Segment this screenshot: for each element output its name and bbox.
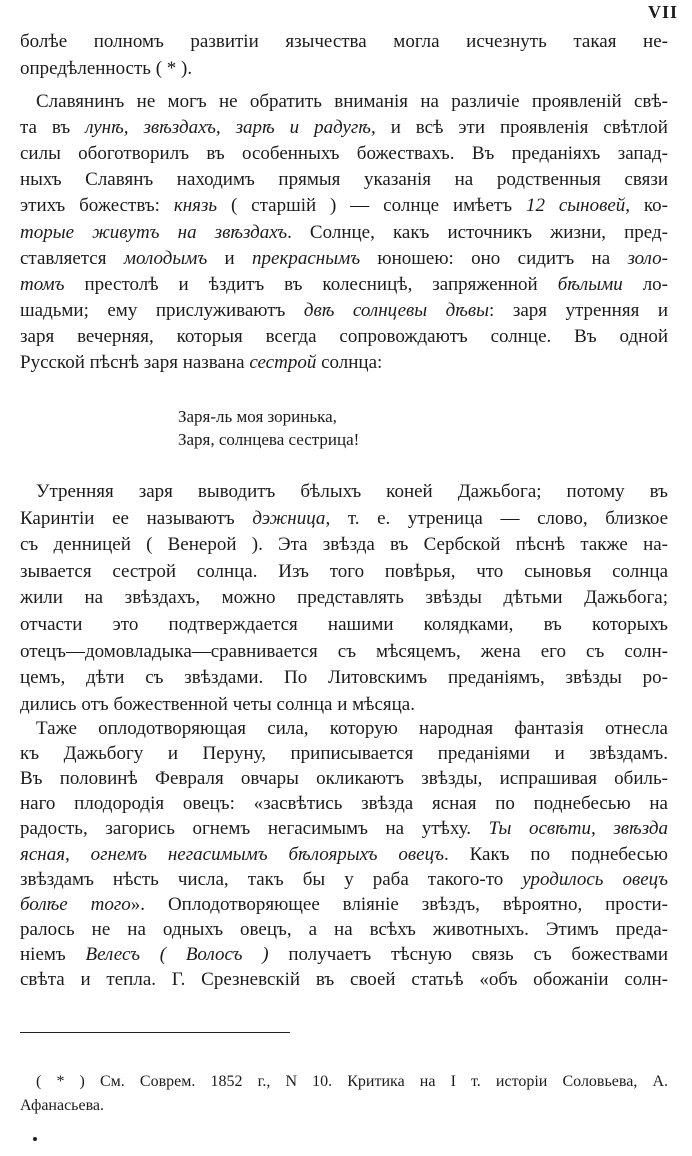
italic-text: золо- — [627, 248, 668, 269]
text-segment: престолѣ и ѣздитъ въ колесницѣ, запряженной — [64, 274, 558, 295]
italic-text: болѣе того — [20, 894, 131, 915]
text-line — [20, 942, 668, 968]
text-segment: Въ половинѣ Февраля овчары окликаютъ звѣзды, испрашивая обиль- — [20, 768, 668, 789]
printed-dot — [33, 1137, 37, 1141]
text-segment: этихъ божествъ: — [20, 195, 174, 216]
text-line — [20, 612, 668, 638]
italic-text: Ты освѣти, звѣзда — [488, 818, 668, 839]
text-segment: болѣе полномъ развитіи язычества могла исчезнуть такая не- — [20, 31, 668, 52]
text-line — [20, 246, 668, 272]
text-line — [36, 479, 668, 505]
text-segment: солнца: — [316, 352, 383, 373]
text-line — [20, 692, 668, 718]
italic-text: молодымъ — [123, 248, 208, 269]
text-segment: получаетъ тѣсную связь съ божествами — [268, 944, 668, 965]
text-line — [20, 532, 668, 558]
text-line — [20, 917, 668, 943]
text-line — [20, 741, 668, 767]
text-line — [20, 272, 668, 298]
italic-text: 12 сыновей — [525, 195, 626, 216]
text-segment: шадьми; ему прислуживаютъ — [20, 300, 304, 321]
text-segment: наго плодородія овецъ: «засвѣтись звѣзда ясная по поднебесью на — [20, 793, 668, 814]
text-line — [20, 506, 668, 532]
text-segment: Таже оплодотворяющая сила, которую народная фантазія отнесла — [36, 718, 668, 739]
text-line — [20, 193, 668, 219]
text-segment: та въ — [20, 117, 86, 138]
italic-text: ясная, огнемъ негасимымъ бѣлоярыхъ овецъ — [20, 844, 444, 865]
text-line — [20, 220, 668, 246]
text-line — [20, 867, 668, 893]
italic-text: двѣ солнцевы дѣвы — [303, 300, 490, 321]
text-segment: ставляется — [20, 248, 124, 269]
text-segment: ло- — [622, 274, 668, 295]
italic-text: уродилось овецъ — [522, 869, 668, 890]
text-segment: цемъ, дѣти съ звѣздами. По Литовскимъ преданіямъ, звѣзды ро- — [20, 667, 668, 688]
poem-line: Заря-ль моя зоринька, — [178, 407, 337, 426]
text-segment: юношею: оно сидитъ на — [360, 248, 628, 269]
text-line — [36, 89, 668, 115]
text-segment: радость, загорись огнемъ негасимымъ на утѣху. — [20, 818, 489, 839]
italic-text: торые живутъ на звѣздахъ — [20, 222, 288, 243]
footnote-divider — [20, 1032, 290, 1033]
text-segment: зывается сестрой солнца. Изъ того повѣрья, что сыновья солнца — [20, 561, 668, 582]
text-line — [20, 766, 668, 792]
text-line — [20, 842, 668, 868]
text-segment: . Какъ по поднебесью — [443, 844, 668, 865]
text-line — [20, 56, 668, 82]
text-segment: звѣздамъ нѣсть числа, такъ бы у раба такого-то — [20, 869, 523, 890]
text-segment: опредѣленность ( * ). — [20, 58, 193, 79]
poem-line: Заря, солнцева сестрица! — [178, 430, 360, 449]
text-segment: , т. е. утреница — слово, близкое — [325, 508, 668, 529]
text-segment: ралось не на одныхъ овецъ, а на всѣхъ животныхъ. Этимъ преда- — [20, 919, 668, 940]
text-line — [20, 639, 668, 665]
text-segment: заря вечерняя, которыя всегда сопровождаютъ солнце. Въ одной — [20, 326, 668, 347]
text-segment: жили на звѣздахъ, можно представлять звѣзды дѣтьми Дажьбога; — [20, 587, 668, 608]
text-line — [20, 791, 668, 817]
italic-text: сестрой — [249, 352, 317, 373]
text-line — [20, 167, 668, 193]
text-segment: силы обоготворилъ въ особенныхъ божествахъ. Въ преданіяхъ запад- — [20, 143, 668, 164]
text-line — [20, 585, 668, 611]
text-segment: Утренняя заря выводитъ бѣлыхъ коней Дажьбога; потому въ — [36, 481, 668, 502]
italic-text: прекраснымъ — [252, 248, 361, 269]
text-line — [36, 716, 668, 742]
text-segment: : заря утренняя и — [489, 300, 668, 321]
text-segment: и — [207, 248, 253, 269]
text-line — [20, 29, 668, 55]
text-line — [20, 816, 668, 842]
text-line — [20, 967, 668, 993]
text-segment: отчасти это подтверждается нашими колядками, въ которыхъ — [20, 614, 668, 635]
text-segment: Русской пѣснѣ заря названа — [20, 352, 250, 373]
text-line — [20, 665, 668, 691]
text-segment: дились отъ божественной четы солнца и мѣсяца. — [20, 694, 415, 715]
italic-text: Велесъ ( Волосъ ) — [85, 944, 269, 965]
page-number: VII — [647, 2, 678, 22]
text-line — [20, 298, 668, 324]
text-line — [20, 115, 668, 141]
text-segment: отецъ—домовладыка—сравнивается съ мѣсяцемъ, жена его съ солн- — [20, 641, 668, 662]
text-segment: ныхъ Славянъ находимъ прямыя указанія на родственныя связи — [20, 169, 668, 190]
italic-text: князь — [173, 195, 218, 216]
italic-text: дэжница — [252, 508, 326, 529]
text-segment: свѣта и тепла. Г. Срезневскій въ своей статьѣ «объ обожаніи солн- — [20, 969, 668, 990]
italic-text: томъ — [20, 274, 65, 295]
text-line — [20, 559, 668, 585]
text-segment: ніемъ — [20, 944, 86, 965]
text-segment: къ Дажьбогу и Перуну, приписывается преданіями и звѣздамъ. — [20, 743, 668, 764]
italic-text: бѣлыми — [557, 274, 623, 295]
text-line — [20, 141, 668, 167]
footnote-line: Афанасьева. — [20, 1097, 105, 1114]
text-line — [20, 892, 668, 918]
text-line — [20, 324, 668, 350]
text-segment: . Солнце, какъ источникъ жизни, пред- — [287, 222, 668, 243]
text-segment: Славянинъ не могъ не обратить вниманія на различіе проявленій свѣ- — [36, 91, 668, 112]
text-segment: Каринтіи ее называютъ — [20, 508, 253, 529]
text-segment: , и всѣ эти проявленія свѣтлой — [370, 117, 668, 138]
text-segment: съ денницей ( Венерой ). Эта звѣзда въ Сербской пѣснѣ также на- — [20, 534, 668, 555]
italic-text: лунѣ, звѣздахъ, зарѣ и радугѣ — [85, 117, 371, 138]
text-segment: , ко- — [625, 195, 668, 216]
text-segment: ( старшій ) — солнце имѣетъ — [217, 195, 526, 216]
text-segment: ». Оплодотворяющее вліяніе звѣздъ, вѣроятно, прости- — [130, 894, 668, 915]
text-line — [20, 350, 668, 376]
footnote-line: ( * ) См. Соврем. 1852 г., N 10. Критика на I т. исторіи Соловьева, А. — [36, 1073, 668, 1090]
